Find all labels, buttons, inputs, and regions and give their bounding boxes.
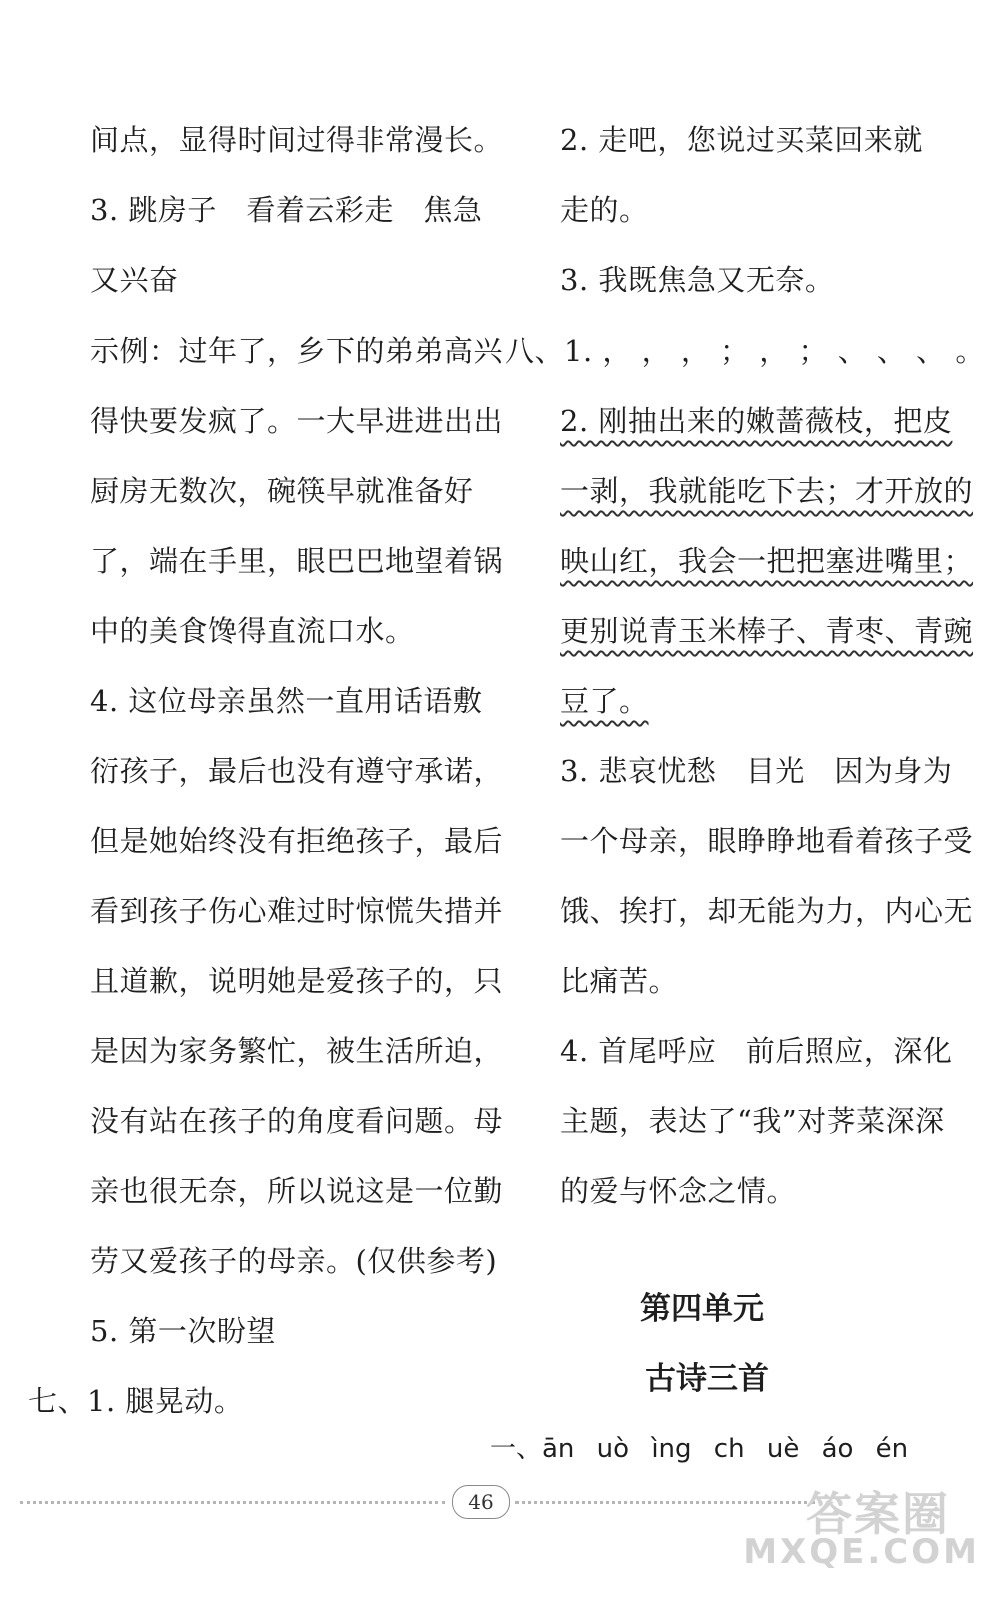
right-line-4: 八、1. ， ， ， ； ， ； 、 、 、 。 (505, 334, 985, 368)
unit-title: 第四单元 (640, 1291, 764, 1327)
footer-dotted-rule-right (515, 1501, 815, 1504)
left-line-15: 没有站在孩子的角度看问题。母 (90, 1104, 504, 1138)
right-line-12: 饿、挨打，却无能为力，内心无 (560, 894, 974, 928)
lesson-title: 古诗三首 (645, 1361, 769, 1397)
right-line-6 (560, 473, 973, 509)
right-line-14: 4. 首尾呼应 前后照应，深化 (560, 1034, 953, 1068)
watermark-cn: 答案圈 (806, 1487, 950, 1541)
left-line-2: 3. 跳房子 看着云彩走 焦急 (90, 193, 483, 227)
right-line-11: 一个母亲，眼睁睁地看着孩子受 (560, 824, 974, 858)
left-line-8: 中的美食馋得直流口水。 (90, 614, 415, 648)
left-line-6: 厨房无数次，碗筷早就准备好 (90, 474, 474, 508)
right-line-7-text: 映山红，我会一把把塞进嘴里； (560, 544, 974, 578)
right-line-15: 主题，表达了“我”对荠菜深深 (560, 1104, 945, 1138)
right-line-2: 走的。 (560, 193, 649, 227)
right-line-3: 3. 我既焦急又无奈。 (560, 263, 835, 297)
left-line-19: 七、1. 腿晃动。 (28, 1384, 244, 1418)
left-line-5: 得快要发疯了。一大早进进出出 (90, 404, 504, 438)
right-line-6-text: 一剥，我就能吃下去；才开放的 (560, 474, 974, 508)
right-line-8 (560, 613, 973, 649)
left-line-17: 劳又爱孩子的母亲。(仅供参考) (90, 1244, 498, 1278)
right-line-1: 2. 走吧，您说过买菜回来就 (560, 123, 923, 157)
left-line-16: 亲也很无奈，所以说这是一位勤 (90, 1174, 504, 1208)
right-line-5 (560, 403, 952, 439)
left-line-11: 但是她始终没有拒绝孩子，最后 (90, 824, 504, 858)
left-line-3: 又兴奋 (90, 263, 179, 297)
right-line-7 (560, 543, 973, 579)
footer-dotted-rule-left (20, 1501, 445, 1504)
left-line-13: 且道歉，说明她是爱孩子的，只 (90, 964, 504, 998)
left-line-14: 是因为家务繁忙，被生活所迫， (90, 1034, 504, 1068)
watermark-en: MXQE.COM (743, 1532, 980, 1572)
left-line-9: 4. 这位母亲虽然一直用话语敷 (90, 684, 483, 718)
left-line-18: 5. 第一次盼望 (90, 1314, 276, 1348)
left-line-4: 示例：过年了，乡下的弟弟高兴 (90, 334, 504, 368)
pinyin-answer-line: 一、ān uò ìng ch uè áo én (490, 1434, 909, 1464)
left-line-10: 衍孩子，最后也没有遵守承诺， (90, 754, 504, 788)
right-line-9-text: 豆了。 (560, 684, 649, 718)
left-line-12: 看到孩子伤心难过时惊慌失措并 (90, 894, 504, 928)
right-line-8-text: 更别说青玉米棒子、青枣、青豌 (560, 614, 974, 648)
left-line-1: 间点，显得时间过得非常漫长。 (90, 123, 504, 157)
right-line-16: 的爱与怀念之情。 (560, 1174, 797, 1208)
right-line-9 (560, 683, 649, 719)
right-line-13: 比痛苦。 (560, 964, 679, 998)
left-line-7: 了，端在手里，眼巴巴地望着锅 (90, 544, 504, 578)
watermark-logo (743, 1478, 980, 1588)
page-number: 46 (452, 1485, 510, 1519)
right-line-10: 3. 悲哀忧愁 目光 因为身为 (560, 754, 953, 788)
right-line-5-text: 2. 刚抽出来的嫩蔷薇枝，把皮 (560, 404, 953, 438)
